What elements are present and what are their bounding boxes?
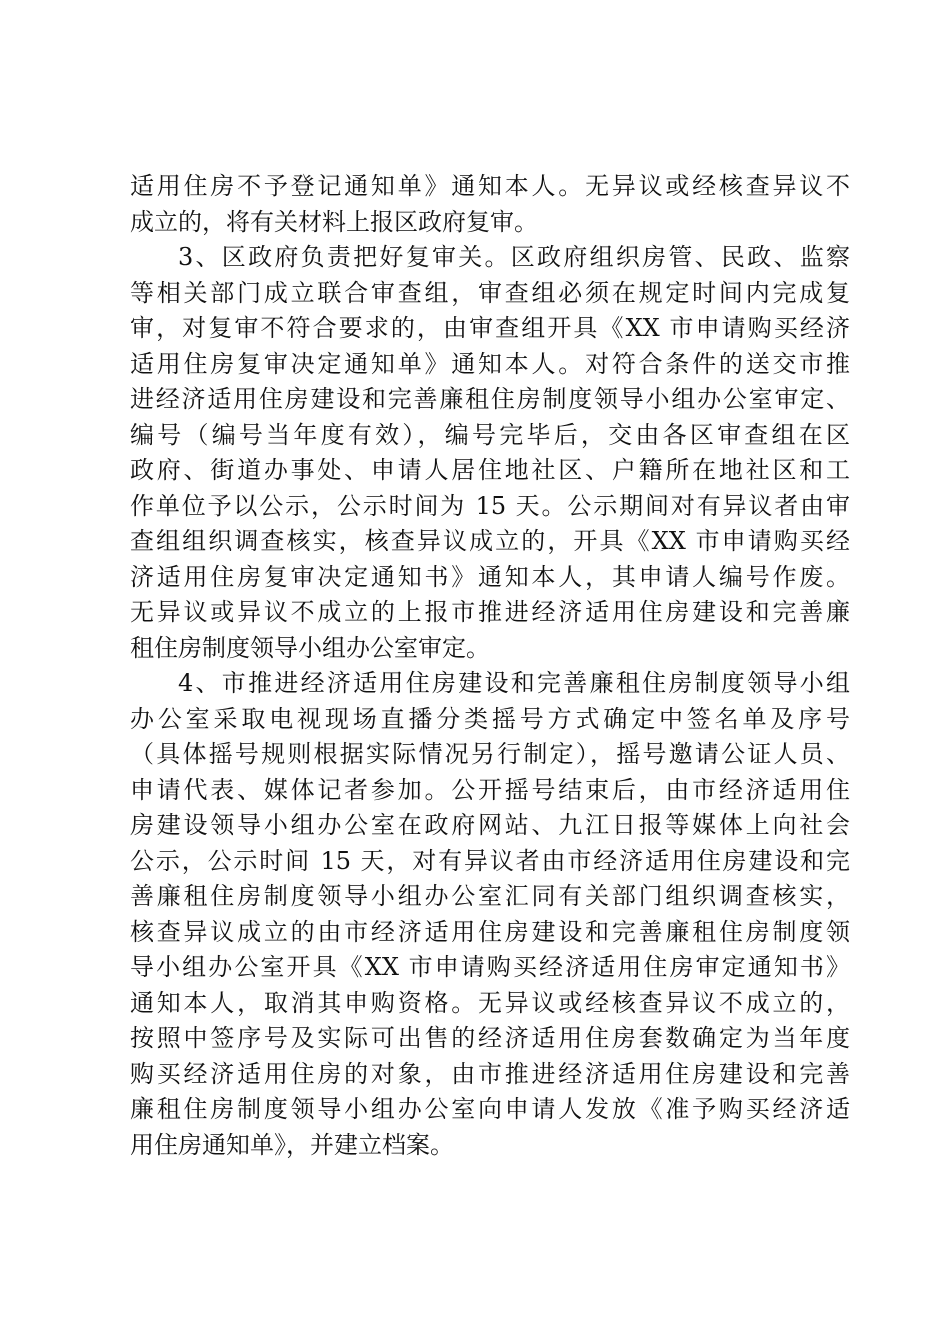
text-line: 适用住房复审决定通知单》通知本人。对符合条件的送交市推 xyxy=(130,349,850,378)
text-line: 成立的，将有关材料上报区政府复审。 xyxy=(130,207,538,236)
text-line: 查组组织调查核实，核查异议成立的，开具《XX 市申请购买经 xyxy=(130,527,850,555)
paragraph-item-3 xyxy=(130,240,850,666)
text-line: 通知本人，取消其申购资格。无异议或经核查异议不成立的， xyxy=(130,988,850,1017)
document-body xyxy=(130,169,850,1163)
text-line: 无异议或异议不成立的上报市推进经济适用住房建设和完善廉 xyxy=(130,598,850,626)
text-line: 适用住房不予登记通知单》通知本人。无异议或经核查异议不 xyxy=(130,172,850,200)
text-line: 编号（编号当年度有效），编号完毕后，交由各区审查组在区 xyxy=(130,420,850,449)
text-line: 善廉租住房制度领导小组办公室汇同有关部门组织调查核实， xyxy=(130,882,850,910)
text-line: （具体摇号规则根据实际情况另行制定），摇号邀请公证人员、 xyxy=(130,740,850,768)
text-line: 进经济适用住房建设和完善廉租住房制度领导小组办公室审定、 xyxy=(130,385,850,413)
text-line: 房建设领导小组办公室在政府网站、九江日报等媒体上向社会 xyxy=(130,811,850,839)
text-line: 廉租住房制度领导小组办公室向申请人发放《准予购买经济适 xyxy=(130,1095,850,1123)
paragraph-continuation xyxy=(130,169,850,240)
text-line: 办公室采取电视现场直播分类摇号方式确定中签名单及序号 xyxy=(130,704,850,733)
text-line: 等相关部门成立联合审查组，审查组必须在规定时间内完成复 xyxy=(130,278,850,307)
text-line: 租住房制度领导小组办公室审定。 xyxy=(130,633,490,662)
text-line: 3、区政府负责把好复审关。区政府组织房管、民政、监察 xyxy=(178,243,850,271)
text-line: 公示，公示时间 15 天，对有异议者由市经济适用住房建设和完 xyxy=(130,846,850,875)
text-line: 导小组办公室开具《XX 市申请购买经济适用住房审定通知书》 xyxy=(130,953,850,981)
text-line: 4、市推进经济适用住房建设和完善廉租住房制度领导小组 xyxy=(178,669,850,697)
text-line: 作单位予以公示，公示时间为 15 天。公示期间对有异议者由审 xyxy=(130,491,850,520)
text-line: 购买经济适用住房的对象，由市推进经济适用住房建设和完善 xyxy=(130,1059,850,1088)
text-line: 按照中签序号及实际可出售的经济适用住房套数确定为当年度 xyxy=(130,1024,850,1052)
text-line: 政府、街道办事处、申请人居住地社区、户籍所在地社区和工 xyxy=(130,456,850,484)
text-line: 核查异议成立的由市经济适用住房建设和完善廉租住房制度领 xyxy=(130,917,850,946)
text-line: 济适用住房复审决定通知书》通知本人，其申请人编号作废。 xyxy=(130,562,850,591)
text-line: 用住房通知单》，并建立档案。 xyxy=(130,1130,454,1159)
text-line: 申请代表、媒体记者参加。公开摇号结束后，由市经济适用住 xyxy=(130,775,850,804)
paragraph-item-4 xyxy=(130,666,850,1163)
text-line: 审，对复审不符合要求的，由审查组开具《XX 市申请购买经济 xyxy=(130,314,850,342)
